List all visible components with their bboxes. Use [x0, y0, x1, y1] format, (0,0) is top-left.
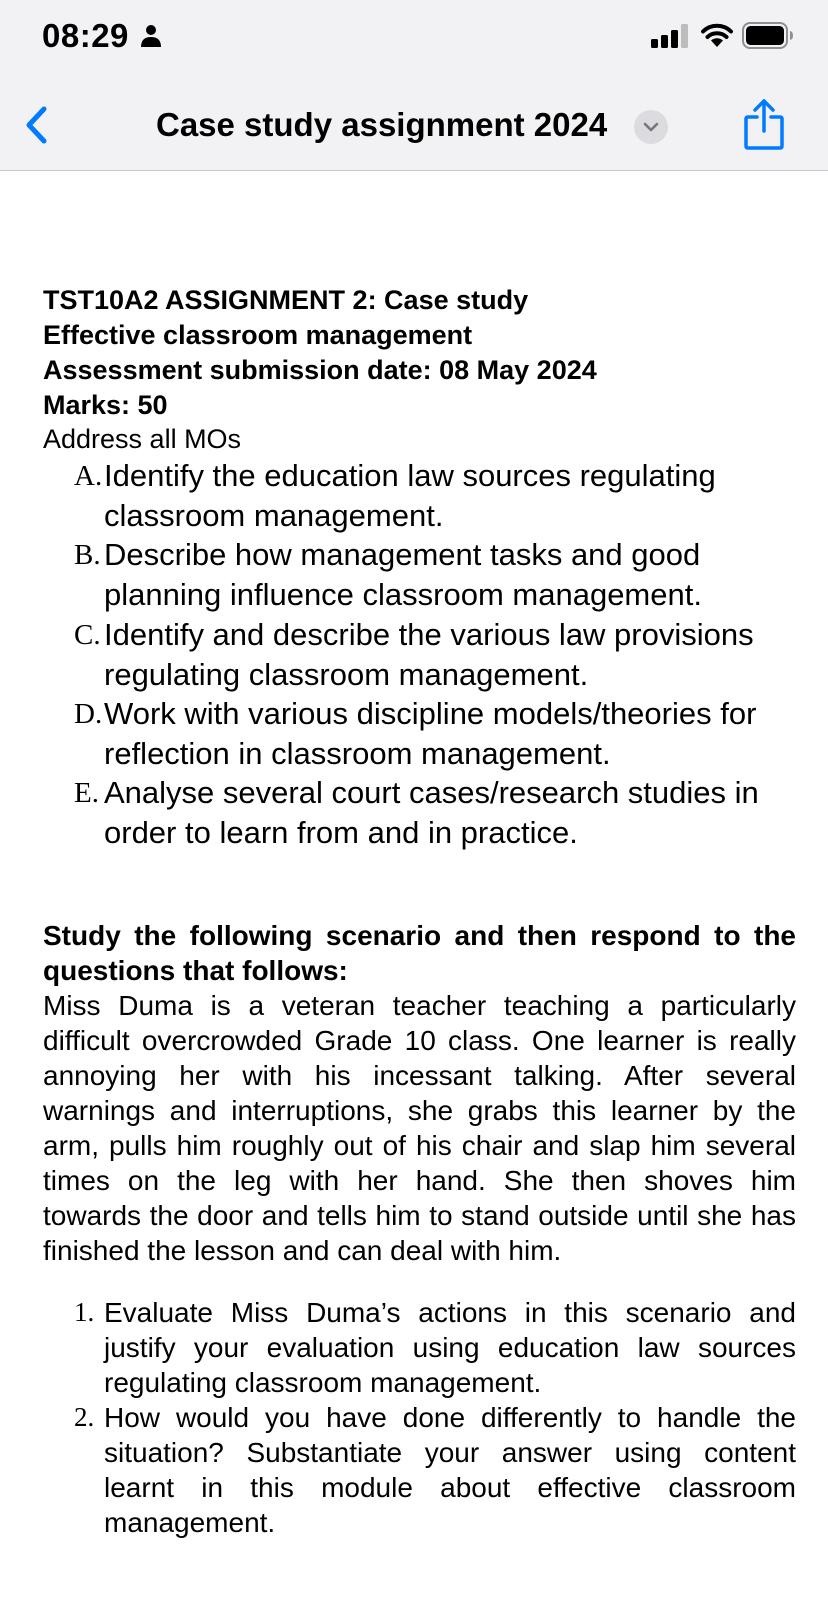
outcome-item	[74, 773, 814, 853]
person-icon	[140, 24, 162, 48]
back-chevron-icon[interactable]	[22, 104, 52, 146]
document-title: Case study assignment 2024	[156, 106, 608, 143]
outcome-label: A.	[74, 460, 103, 492]
outcome-item	[74, 694, 814, 774]
title-menu-button[interactable]	[634, 110, 668, 144]
chevron-down-icon	[643, 120, 659, 134]
share-icon[interactable]	[744, 98, 784, 150]
marks-label: Marks: 50	[43, 390, 168, 420]
outcome-label: E.	[74, 777, 99, 809]
navigation-bar	[0, 80, 828, 171]
outcome-text: Work with various discipline models/theories for reflection in classroom management.	[104, 696, 757, 771]
submission-date: Assessment submission date: 08 May 2024	[43, 355, 597, 385]
assignment-heading: TST10A2 ASSIGNMENT 2: Case study	[43, 285, 529, 315]
question-item	[74, 1400, 796, 1540]
question-item	[74, 1295, 796, 1400]
status-bar	[0, 0, 828, 80]
outcome-label: C.	[74, 619, 101, 651]
scenario-body: Miss Duma is a veteran teacher teaching a particularly difficult overcrowded Grade 10 class. One learner is really annoying her with his incessant talking. After several warnings and interruptions, she grabs this learner by the arm, pulls him roughly out of his chair and slap him several times on the leg with her hand. She then shoves him towards the door and tells him to stand outside until she has finished the lesson and can deal with him.	[43, 990, 796, 1266]
outcome-text: Identify the education law sources regulating classroom management.	[104, 458, 716, 533]
document-page	[0, 170, 828, 1600]
scenario-heading: Study the following scenario and then respond to the questions that follows:	[43, 920, 796, 986]
outcome-item	[74, 456, 814, 536]
assignment-subheading: Effective classroom management	[43, 320, 473, 350]
cellular-signal-icon	[651, 24, 691, 48]
outcome-label: B.	[74, 539, 101, 571]
outcome-label: D.	[74, 698, 103, 730]
question-number: 2.	[74, 1402, 95, 1432]
status-time: 08:29	[42, 17, 129, 54]
wifi-icon	[700, 22, 734, 48]
question-text: How would you have done differently to handle the situation? Substantiate your answer using content learnt in this module about effective classroom management.	[104, 1402, 796, 1538]
question-text: Evaluate Miss Duma’s actions in this scenario and justify your evaluation using education law sources regulating classroom management.	[104, 1297, 796, 1398]
outcome-text: Identify and describe the various law provisions regulating classroom management.	[104, 617, 754, 692]
outcome-text: Analyse several court cases/research studies in order to learn from and in practice.	[104, 775, 759, 850]
outcome-item	[74, 535, 814, 615]
address-mos-label: Address all MOs	[43, 424, 242, 454]
battery-icon	[742, 22, 794, 49]
outcome-item	[74, 615, 814, 695]
question-number: 1.	[74, 1297, 95, 1327]
outcome-text: Describe how management tasks and good planning influence classroom management.	[104, 537, 702, 612]
